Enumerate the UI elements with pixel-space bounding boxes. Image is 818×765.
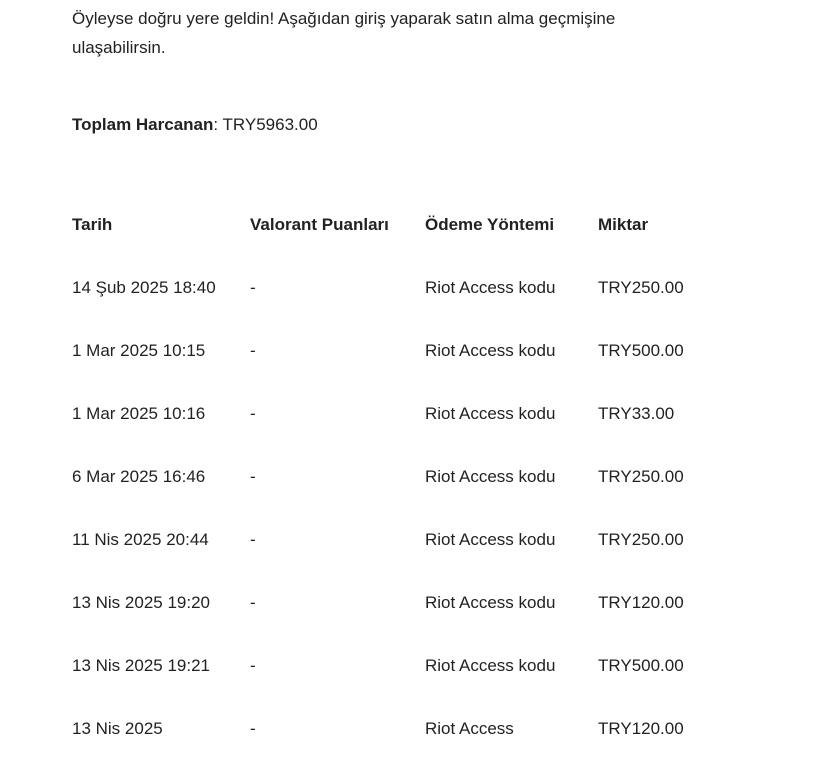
cell-date: 11 Nis 2025 20:44	[72, 529, 209, 549]
cell-payment-method: Riot Access	[425, 718, 514, 738]
cell-valorant-points: -	[250, 340, 256, 360]
cell-valorant-points: -	[250, 655, 256, 675]
cell-payment-method: Riot Access kodu	[425, 403, 556, 423]
cell-date: 1 Mar 2025 10:16	[72, 403, 206, 423]
table-row	[72, 258, 728, 316]
cell-date: 13 Nis 2025 19:20	[72, 592, 210, 612]
table-row	[72, 699, 728, 757]
table-row	[72, 321, 728, 379]
cell-amount: TRY250.00	[598, 529, 684, 549]
intro-text: Öyleyse doğru yere geldin! Aşağıdan giriş yaparak satın alma geçmişine ulaşabilirsin.	[72, 9, 616, 57]
cell-amount: TRY500.00	[598, 340, 684, 360]
cell-amount: TRY33.00	[598, 403, 675, 423]
header-valorant-points: Valorant Puanları	[250, 214, 389, 234]
cell-valorant-points: -	[250, 466, 256, 486]
table-row	[72, 384, 728, 442]
cell-date: 13 Nis 2025	[72, 718, 163, 738]
cell-payment-method: Riot Access kodu	[425, 277, 556, 297]
cell-valorant-points: -	[250, 718, 256, 738]
cell-valorant-points: -	[250, 592, 256, 612]
cell-amount: TRY250.00	[598, 277, 684, 297]
header-date: Tarih	[72, 214, 113, 234]
cell-valorant-points: -	[250, 403, 256, 423]
cell-payment-method: Riot Access kodu	[425, 529, 556, 549]
cell-payment-method: Riot Access kodu	[425, 466, 556, 486]
cell-date: 13 Nis 2025 19:21	[72, 655, 210, 675]
cell-valorant-points: -	[250, 529, 256, 549]
cell-date: 14 Şub 2025 18:40	[72, 277, 216, 297]
cell-date: 1 Mar 2025 10:15	[72, 340, 206, 360]
header-amount: Miktar	[598, 214, 649, 234]
purchase-history-table	[64, 190, 736, 762]
table-row	[72, 573, 728, 631]
cell-date: 6 Mar 2025 16:46	[72, 466, 206, 486]
table-row	[72, 636, 728, 694]
total-spent	[72, 110, 318, 139]
cell-amount: TRY250.00	[598, 466, 684, 486]
cell-amount: TRY120.00	[598, 718, 684, 738]
cell-payment-method: Riot Access kodu	[425, 655, 556, 675]
cell-amount: TRY500.00	[598, 655, 684, 675]
total-spent-separator: :	[213, 115, 223, 134]
header-payment-method: Ödeme Yöntemi	[425, 214, 555, 234]
cell-payment-method: Riot Access kodu	[425, 340, 556, 360]
total-spent-value: TRY5963.00	[222, 115, 318, 134]
cell-amount: TRY120.00	[598, 592, 684, 612]
total-spent-label: Toplam Harcanan	[72, 115, 214, 134]
cell-valorant-points: -	[250, 277, 256, 297]
table-header-row	[72, 195, 728, 253]
table-row	[72, 510, 728, 568]
cell-payment-method: Riot Access kodu	[425, 592, 556, 612]
table-row	[72, 447, 728, 505]
